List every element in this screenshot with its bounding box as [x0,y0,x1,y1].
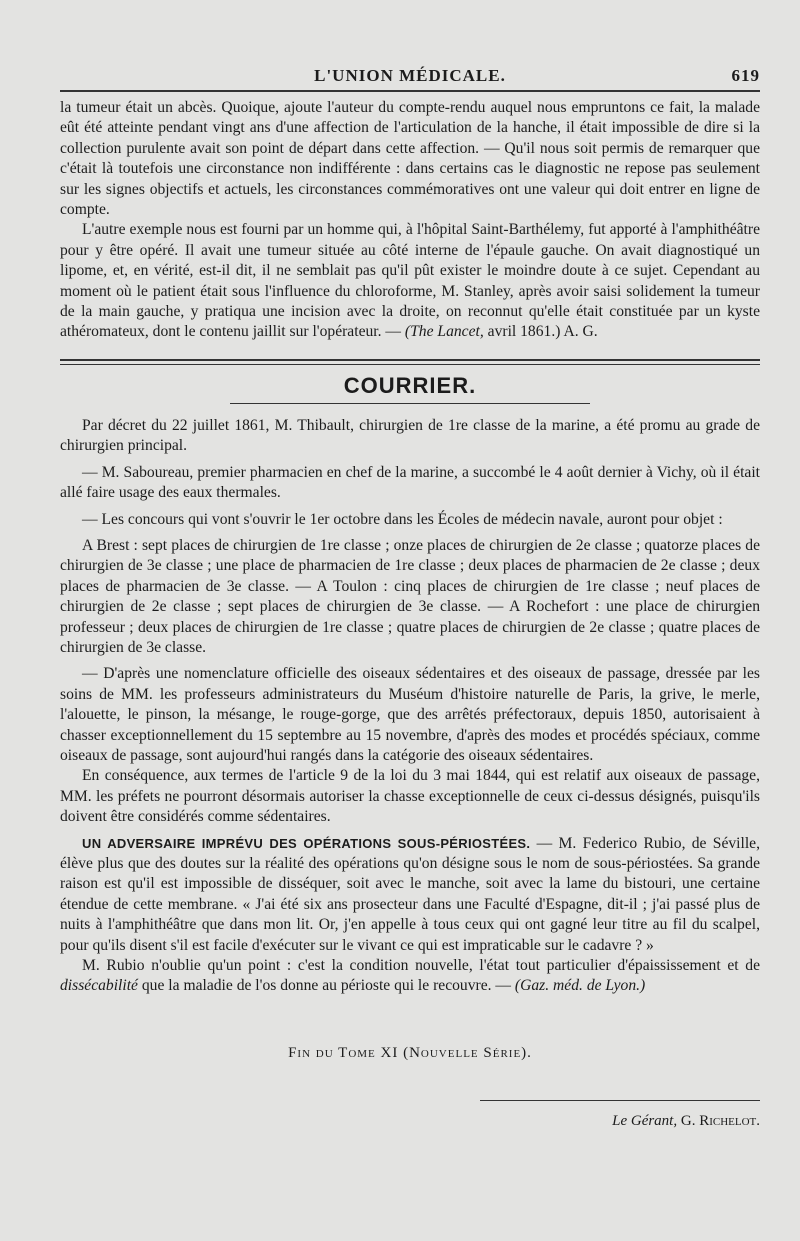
courrier-paragraph-2: — M. Saboureau, premier pharmacien en chef de la marine, a succombé le 4 août dernier à Vichy, où il était allé faire usage des eaux thermales. [60,463,760,502]
intro-paragraph-2-end: avril 1861.) A. G. [487,323,598,341]
courrier-paragraph-5: — D'après une nomenclature officielle des oiseaux sédentaires et des oiseaux de passage, dressée par les soins de MM. les professeurs administrateurs du Muséum d'histoire naturelle de Paris, la grive, le merle, l'alouette, le pinson, la mésange, le rouge-gorge, que des arrêtés préfectoraux, depuis 1850, autorisaient à chasser exceptionnellement du 15 septembre au 15 novembre, d'après des modes et procédés spéciaux, comme oiseaux de passage, sont aujourd'hui rangés dans la catégorie des oiseaux sédentaires. [60,665,760,764]
footer-rule [480,1100,760,1101]
page-number: 619 [731,66,760,85]
intro-paragraph-2 [60,220,760,342]
section-title-rule [230,403,590,404]
intro-paragraph-1: la tumeur était un abcès. Quoique, ajoute l'auteur du compte-rendu auquel nous empruntons ce fait, la malade eût été atteinte pendant vingt ans d'une affection de l'articulation de la hanche, il était impossible de dire si la collection purulente avait son point de départ dans cette affection. — Qu'il nous soit permis de remarquer que c'était là toutefois une circonstance non indifférente : dans certains cas le diagnostic ne repose pas seulement sur les signes objectifs et actuels, les circonstances commémoratives ont une valeur qui doit entrer en ligne de compte. [60,99,760,219]
article-heading: UN ADVERSAIRE IMPRÉVU DES OPÉRATIONS SOUS-PÉRIOSTÉES. [82,835,531,851]
section-divider [60,359,760,365]
gerant-name: G. Richelot. [680,1112,760,1129]
page-header [60,62,760,90]
courrier-paragraph-3: — Les concours qui vont s'ouvrir le 1er octobre dans les Écoles de médecin navale, auront pour objet : [82,510,723,528]
courrier-paragraph-7 [60,834,760,956]
gerant-label: Le Gérant, [612,1112,678,1129]
header-rule [60,90,760,92]
running-title: L'UNION MÉDICALE. [314,66,506,85]
section-title: COURRIER. [343,372,477,398]
courrier-paragraph-8-start: M. Rubio n'oublie qu'un point : c'est la condition nouvelle, l'état tout particulier d'épaississement et de [82,957,760,975]
gazette-citation: (Gaz. méd. de Lyon.) [514,977,646,995]
intro-paragraph-2-text: L'autre exemple nous est fourni par un homme qui, à l'hôpital Saint-Barthélemy, fut apporté à l'amphithéâtre pour y être opéré. Il avait une tumeur située au côté interne de l'épaule gauche. On avait diagnostiqué un lipome, et, en vérité, est-il dit, il ne semblait pas qu'il pût exister le moindre doute à ce sujet. Cependant au moment où le patient était sous l'influence du chloroforme, M. Stanley, après avoir saisi solidement la tumeur de la main gauche, y pratiqua une incision avec la droite, on reconnut qu'elle était constituée par un kyste athéromateux, dont le contenu jaillit sur l'opérateur. — [60,221,760,341]
end-of-volume-note: Fin du Tome XI (Nouvelle Série). [288,1044,532,1061]
courrier-paragraph-7-text: — M. Federico Rubio, de Séville, élève plus que des doutes sur la réalité des opérations qu'on désigne sous le nom de sous-périostées. Sa grande raison est qu'il est impossible de disséquer, soit avec le manche, soit avec la lame du bistouri, une certaine étendue de cette membrane. « J'ai été six ans prosecteur dans une Faculté d'Espagne, dit-il ; j'ai passé plus de nuits à l'amphithéâtre que dans mon lit. Or, j'en appelle à tous ceux qui ont gagné leur titre au fil du scalpel, pour qu'ils disent s'il est facile d'exécuter sur le vivant ce qui est impraticable sur le cadavre ? » [60,834,760,954]
courrier-paragraph-8 [60,956,760,997]
emphasized-term: dissécabilité [60,977,138,995]
courrier-paragraph-1: Par décret du 22 juillet 1861, M. Thibault, chirurgien de 1re classe de la marine, a été promu au grade de chirurgien principal. [60,416,760,455]
courrier-paragraph-6: En conséquence, aux termes de l'article 9 de la loi du 3 mai 1844, qui est relatif aux oiseaux de passage, MM. les préfets ne pourront désormais autoriser la chasse exceptionnelle de ceux ci-dessus désignés, puisqu'ils doivent être considérés comme sédentaires. [60,767,760,826]
lancet-citation: (The Lancet, [404,323,484,341]
courrier-paragraph-4: A Brest : sept places de chirurgien de 1re classe ; onze places de chirurgien de 2e classe ; quatorze places de chirurgien de 3e classe ; une place de pharmacien de 1re classe ; deux places de pharmacien de 2e classe ; deux places de pharmacien de 3e classe. — A Toulon : cinq places de chirurgien de 1re classe ; neuf places de chirurgien de 2e classe ; sept places de chirurgien de 3e classe. — A Rochefort : une place de chirurgien professeur ; deux places de chirurgien de 1re classe ; quatre places de chirurgien de 2e classe ; quatre places de chirurgien de 3e classe. [60,536,760,656]
gerant-signature [60,1113,760,1130]
courrier-paragraph-8-mid: que la maladie de l'os donne au périoste qui le recouvre. — [141,977,512,995]
